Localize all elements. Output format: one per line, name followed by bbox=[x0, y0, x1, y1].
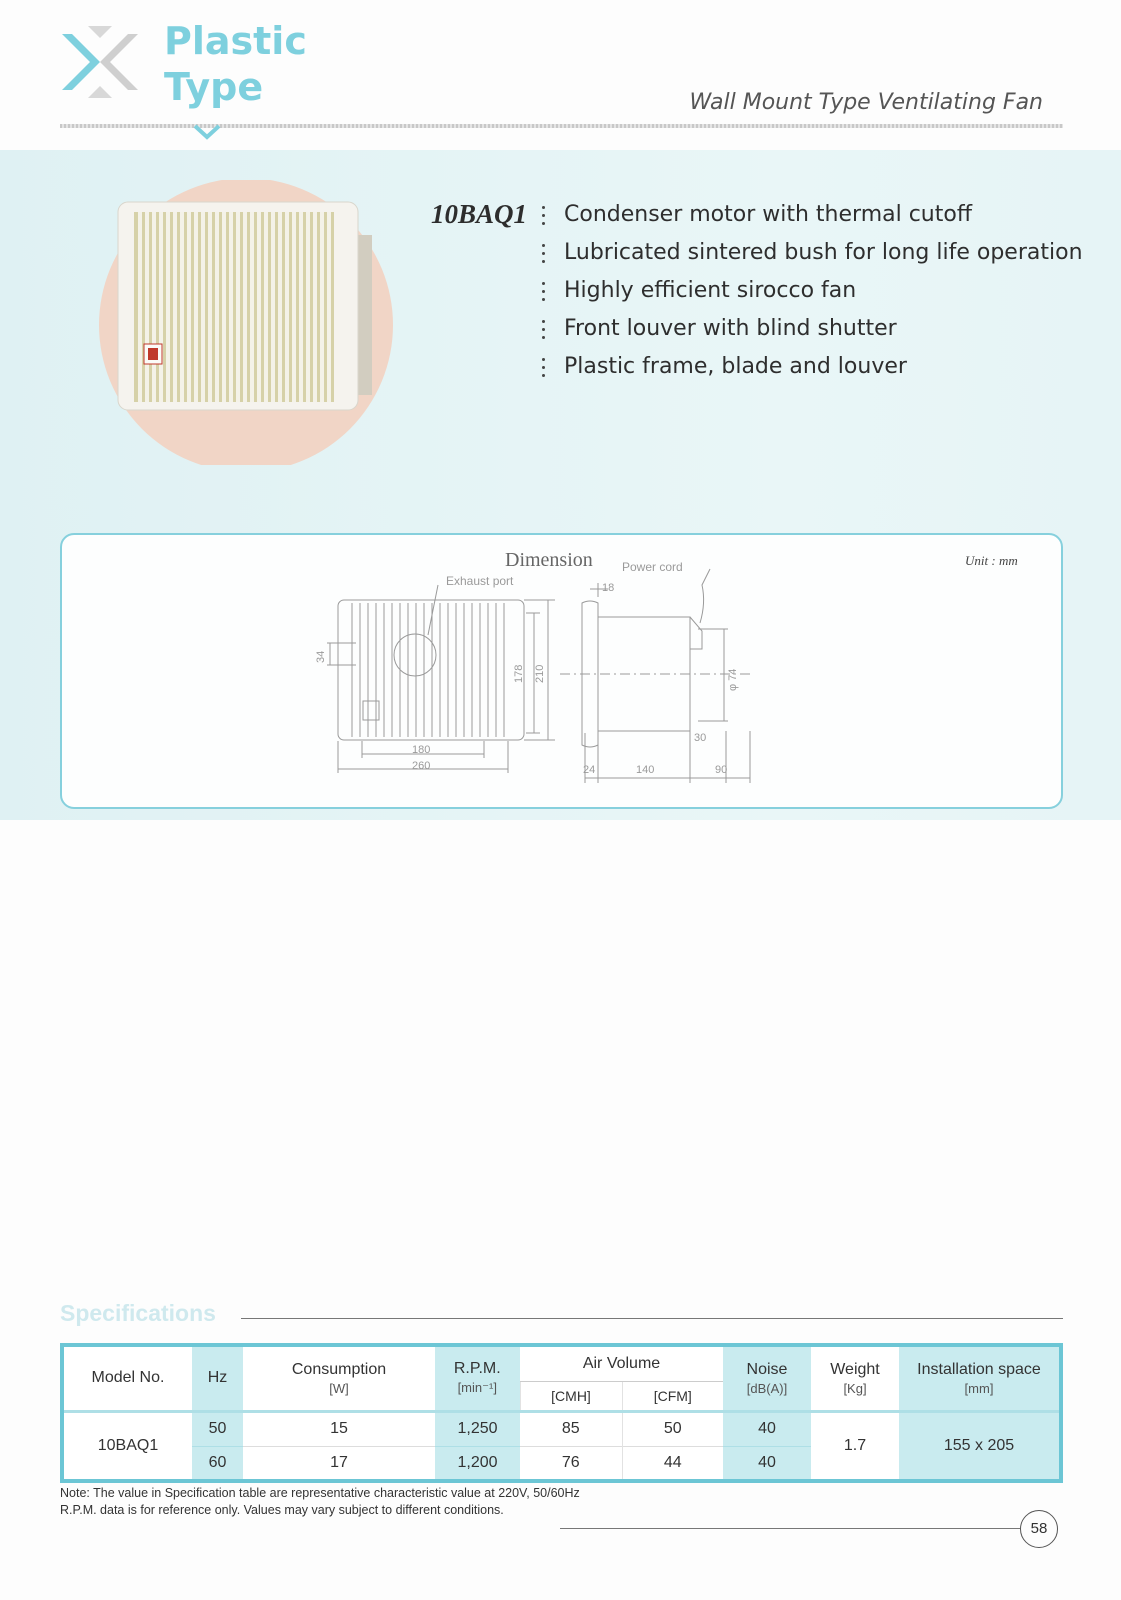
title-line-2: Type bbox=[164, 65, 264, 109]
page-number: 58 bbox=[1020, 1510, 1058, 1548]
specifications-heading: Specifications bbox=[60, 1300, 216, 1326]
feature-item: Front louver with blind shutter bbox=[542, 310, 1083, 348]
cell-hz: 50 bbox=[192, 1411, 243, 1446]
cell-cmh: 76 bbox=[520, 1446, 622, 1479]
header-rpm-unit: [min⁻¹] bbox=[457, 1380, 497, 1396]
header-consumption-unit: [W] bbox=[329, 1380, 349, 1396]
specifications-divider bbox=[241, 1318, 1063, 1319]
chevron-down-icon bbox=[192, 124, 222, 140]
cell-hz: 60 bbox=[192, 1446, 243, 1479]
header-weight bbox=[811, 1347, 899, 1411]
dim-34-label: 34 bbox=[315, 650, 327, 663]
specifications-table bbox=[60, 1343, 1063, 1483]
header-noise bbox=[723, 1347, 811, 1411]
dim-74-label: φ 74 bbox=[727, 668, 739, 691]
exhaust-port-label: Exhaust port bbox=[446, 574, 514, 588]
feature-item: Condenser motor with thermal cutoff bbox=[542, 196, 1083, 234]
header-install bbox=[899, 1347, 1059, 1411]
cell-noise: 40 bbox=[723, 1411, 811, 1446]
cell-rpm: 1,250 bbox=[435, 1411, 520, 1446]
cell-model: 10BAQ1 bbox=[64, 1411, 192, 1479]
feature-item: Highly efficient sirocco fan bbox=[542, 272, 1083, 310]
specification-note bbox=[60, 1485, 580, 1519]
header-hz: Hz bbox=[192, 1347, 243, 1411]
cell-install: 155 x 205 bbox=[899, 1411, 1059, 1479]
dim-180-label: 180 bbox=[412, 744, 431, 756]
cell-consumption: 15 bbox=[243, 1411, 435, 1446]
header-rpm-label: R.P.M. bbox=[453, 1360, 501, 1378]
header-consumption-label: Consumption bbox=[291, 1360, 387, 1378]
note-line-1: Note: The value in Specification table are representative characteristic value at 220V, 50/60Hz bbox=[60, 1486, 580, 1500]
dim-260-label: 260 bbox=[412, 760, 431, 772]
header-air-volume: Air Volume bbox=[520, 1347, 723, 1381]
fan-product-image bbox=[96, 180, 406, 465]
cell-rpm: 1,200 bbox=[435, 1446, 520, 1479]
dim-30-label: 30 bbox=[694, 732, 707, 744]
header-model: Model No. bbox=[91, 1369, 165, 1387]
header-weight-unit: [Kg] bbox=[843, 1380, 867, 1396]
dim-18-label: 18 bbox=[602, 582, 615, 594]
dim-140-label: 140 bbox=[636, 764, 655, 776]
feature-list bbox=[542, 196, 1083, 386]
dimension-unit: Unit : mm bbox=[965, 553, 1018, 568]
header-install-label: Installation space bbox=[917, 1360, 1041, 1378]
title-line-1: Plastic bbox=[164, 19, 307, 63]
cell-noise: 40 bbox=[723, 1446, 811, 1479]
feature-item: Plastic frame, blade and louver bbox=[542, 348, 1083, 386]
dim-210-label: 210 bbox=[534, 664, 546, 683]
page-title bbox=[164, 18, 307, 110]
note-line-2: R.P.M. data is for reference only. Values may vary subject to different conditions. bbox=[60, 1503, 504, 1517]
power-cord-label: Power cord bbox=[622, 560, 683, 574]
cell-cfm: 50 bbox=[622, 1411, 723, 1446]
plastic-type-logo-icon bbox=[60, 22, 140, 102]
header-install-unit: [mm] bbox=[964, 1380, 994, 1396]
header-cmh: [CMH] bbox=[520, 1381, 622, 1411]
header-rpm bbox=[435, 1347, 520, 1411]
cell-consumption: 17 bbox=[243, 1446, 435, 1479]
dim-90-label: 90 bbox=[715, 764, 728, 776]
header-noise-label: Noise bbox=[746, 1360, 788, 1378]
dimension-drawing bbox=[60, 533, 1063, 809]
page-subtitle: Wall Mount Type Ventilating Fan bbox=[689, 90, 1043, 115]
cell-cfm: 44 bbox=[622, 1446, 723, 1479]
cell-weight: 1.7 bbox=[811, 1411, 899, 1479]
header-weight-label: Weight bbox=[830, 1360, 880, 1378]
dimension-title: Dimension bbox=[505, 549, 593, 571]
header-noise-unit: [dB(A)] bbox=[746, 1380, 788, 1396]
cell-cmh: 85 bbox=[520, 1411, 622, 1446]
footer-divider bbox=[560, 1528, 1020, 1529]
dim-24-label: 24 bbox=[583, 764, 596, 776]
feature-item: Lubricated sintered bush for long life operation bbox=[542, 234, 1083, 272]
table-row bbox=[64, 1411, 1059, 1446]
side-view-drawing bbox=[560, 569, 750, 783]
header-cfm: [CFM] bbox=[622, 1381, 723, 1411]
header-consumption bbox=[243, 1347, 435, 1411]
model-name: 10BAQ1 bbox=[431, 199, 528, 229]
dim-178-label: 178 bbox=[513, 664, 525, 683]
